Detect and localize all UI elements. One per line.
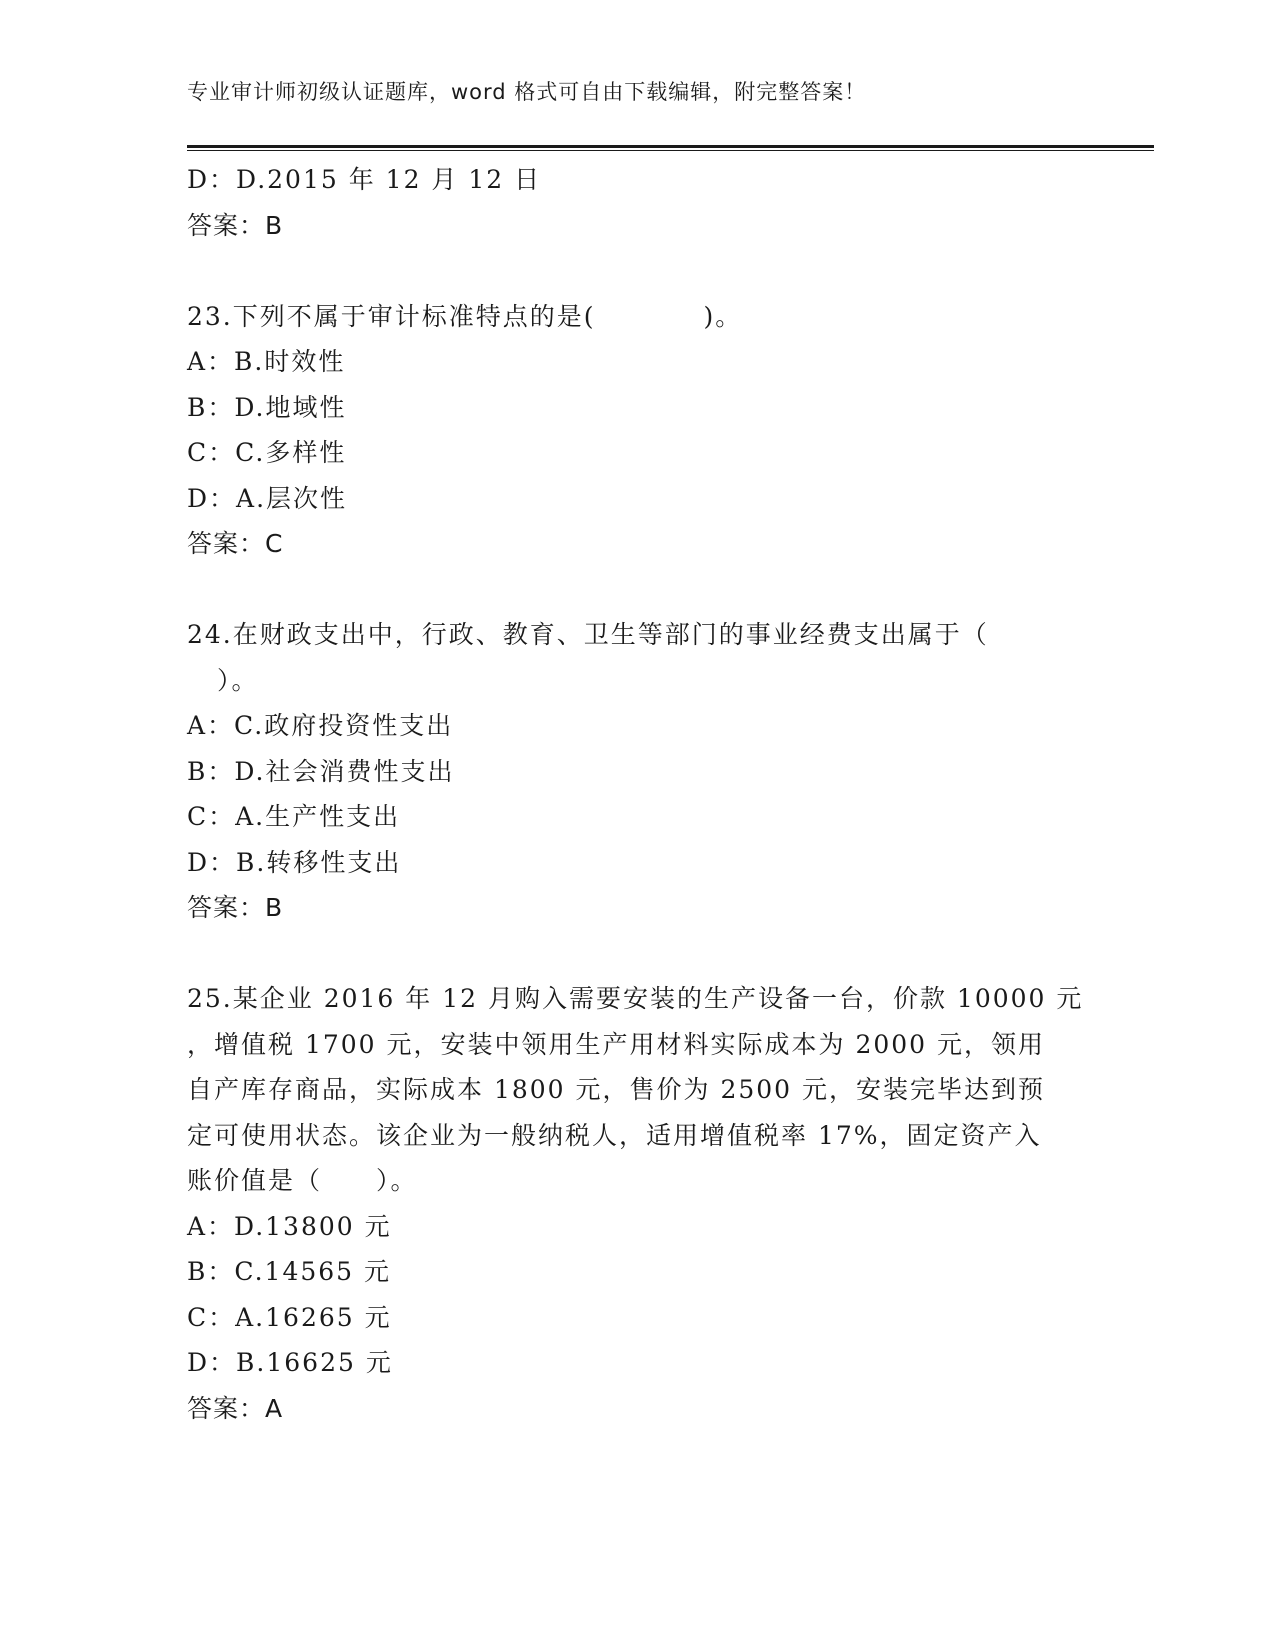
q25-stem-line: 自产库存商品，实际成本 1800 元，售价为 2500 元，安装完毕达到预 xyxy=(187,1075,1046,1104)
q23-option-b: B：D.地域性 xyxy=(187,392,347,422)
spacer xyxy=(187,931,1087,977)
spacer xyxy=(187,248,1087,294)
q24-option-d: D：B.转移性支出 xyxy=(187,847,402,877)
q24-stem-line2: ）。 xyxy=(217,665,259,695)
q23-answer: 答案：C xyxy=(187,529,284,558)
prev-answer: 答案：B xyxy=(187,210,284,240)
q24-answer: 答案：B xyxy=(187,893,284,922)
q25-option-b: B：C.14565 元 xyxy=(187,1257,392,1286)
page-header-text: 专业审计师初级认证题库，word 格式可自由下载编辑，附完整答案！ xyxy=(187,80,867,104)
q25-answer: 答案：A xyxy=(187,1393,284,1423)
q23-option-a: A：B.时效性 xyxy=(187,347,346,376)
q25-stem-line: 定可使用状态。该企业为一般纳税人，适用增值税率 17%，固定资产入 xyxy=(187,1120,1042,1150)
q25-option-a: A：D.13800 元 xyxy=(187,1211,392,1241)
prev-option-d: D：D.2015 年 12 月 12 日 xyxy=(187,165,542,194)
q24-stem-line1: 24.在财政支出中，行政、教育、卫生等部门的事业经费支出属于（ xyxy=(187,620,989,649)
q23-option-d: D：A.层次性 xyxy=(187,483,348,513)
q25-option-c: C：A.16265 元 xyxy=(187,1302,392,1332)
header-divider xyxy=(187,145,1154,151)
q25-option-d: D：B.16625 元 xyxy=(187,1348,393,1377)
q24-option-a: A：C.政府投资性支出 xyxy=(187,711,454,740)
spacer xyxy=(187,567,1087,613)
question-content xyxy=(187,157,1087,1431)
q24-option-b: B：D.社会消费性支出 xyxy=(187,756,455,786)
q23-stem: 23.下列不属于审计标准特点的是( )。 xyxy=(187,301,743,331)
q25-stem-line: 25.某企业 2016 年 12 月购入需要安装的生产设备一台，价款 10000 元 xyxy=(187,984,1084,1013)
q23-option-c: C：C.多样性 xyxy=(187,438,347,467)
q25-stem-line: ，增值税 1700 元，安装中领用生产用材料实际成本为 2000 元，领用 xyxy=(187,1029,1046,1059)
q24-option-c: C：A.生产性支出 xyxy=(187,802,401,831)
q25-stem-line: 账价值是（ ）。 xyxy=(187,1166,418,1195)
